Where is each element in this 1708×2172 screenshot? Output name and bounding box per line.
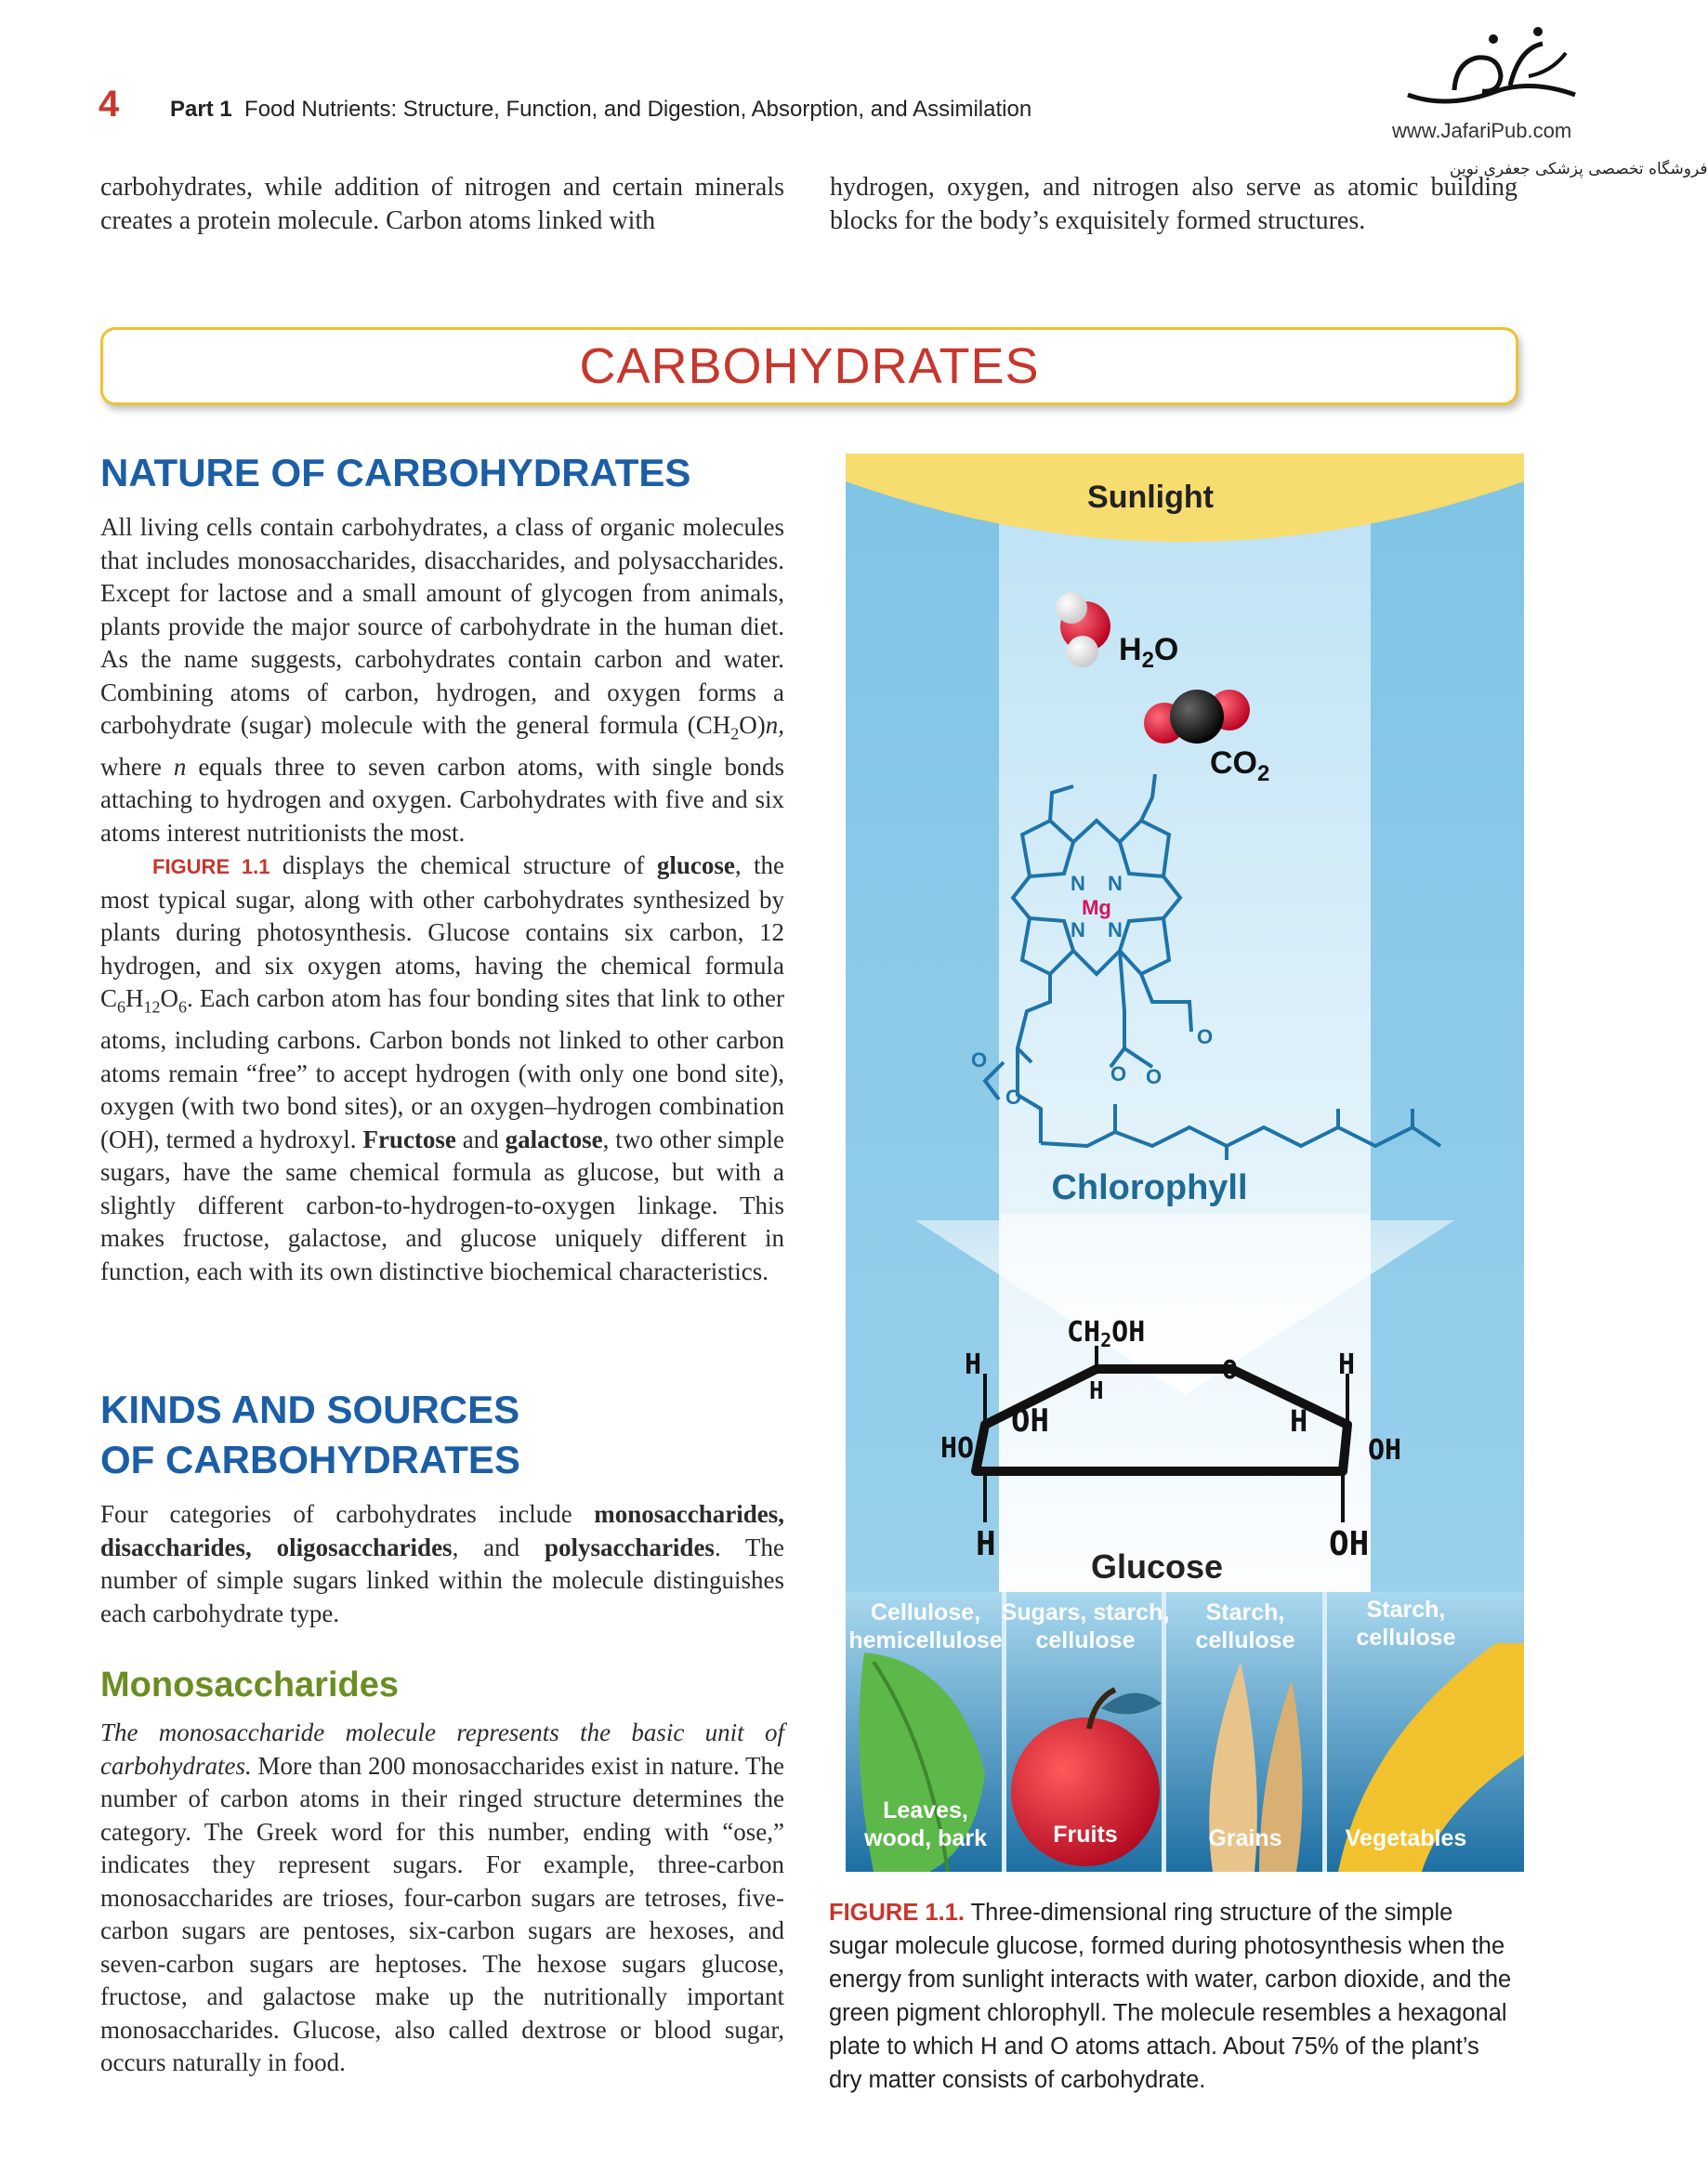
source-1-top-line2: hemicellulose (848, 1627, 1003, 1653)
figure-illustration (846, 454, 1524, 1872)
chlorophyll-label: Chlorophyll (1051, 1168, 1248, 1207)
glucose-oh-bottom: OH (1329, 1525, 1370, 1563)
heading-nature: NATURE OF CARBOHYDRATES (100, 451, 691, 494)
heading-kinds: KINDS AND SOURCES OF CARBOHYDRATES (100, 1388, 520, 1481)
glucose-ring-oxygen: O (1222, 1354, 1238, 1385)
glucose-h-top-right: H (1338, 1349, 1356, 1381)
source-1-bottom-line1: Leaves, (883, 1797, 968, 1823)
caption-text: Three-dimensional ring structure of the simple sugar molecule glucose, formed during photosynthesis when the energy from sunlight interacts with water, carbon dioxide, and the green pigment chlorophyll. The molecule resembles a hexagonal plate to which H and O atoms attach. About 75% of the plant’s dry matter consists of carbohydrate. (829, 1900, 1512, 2093)
mono-paragraph: The monosaccharide molecule represents the basic unit of carbohydrates. More than 200 monosaccharides exist in nature. The number of carbon atoms in their ringed structure determines the category. The Greek word for this number, ending with “ose,” indicates they represent sugars. For example, three-carbon monosaccharides are trioses, four-carbon sugars are tetroses, five-carbon sugars are pentoses, six-carbon sugars are hexoses, and seven-carbon sugars are heptoses. The hexose sugars glucose, fructose, and galactose make up the nutritionally important monosaccharides. Glucose, also called dextrose or blood sugar, occurs naturally in food. (100, 1718, 784, 2076)
nature-paragraph-1: All living cells contain carbohydrates, a class of organic molecules that includes monosaccharides, disaccharides, and polysaccharides. Except for lactose and a small amount of glycogen from animals, plants provide the major source of carbohydrate in the human diet. As the name suggests, carbohydrates contain carbon and water. Combining atoms of carbon, hydrogen, and oxygen forms a carbohydrate (sugar) molecule with the general formula $(CH_2O)n$, where n equals three to seven carbon atoms, with single bonds attaching to hydrogen and oxygen. Carbohydrates with five and six atoms interest nutritionists the most. (100, 513, 784, 847)
chlorophyll-mg: Mg (1082, 896, 1111, 919)
chlorophyll-o4: O (971, 1048, 988, 1072)
source-1-top-line1: Cellulose, (870, 1599, 981, 1626)
figure-reference: FIGURE 1.1 (152, 855, 270, 879)
top-text-right: hydrogen, oxygen, and nitrogen also serve as atomic building blocks for the body’s exquisitely formed structures. (830, 173, 1517, 235)
glucose-ho-left: HO (940, 1432, 975, 1465)
chlorophyll-o5: O (1005, 1086, 1022, 1109)
figure-caption (829, 1896, 1518, 2097)
chlorophyll-n3: N (1071, 918, 1085, 941)
glucose-oh-right: OH (1368, 1434, 1402, 1467)
figure-photosynthesis (846, 454, 1524, 1872)
top-text-left: carbohydrates, while addition of nitrogen and certain minerals creates a protein molecule. Carbon atoms linked with (100, 173, 784, 235)
chlorophyll-n2: N (1108, 872, 1123, 895)
glucose-h-top-mid: H (1089, 1377, 1104, 1405)
chlorophyll-o3: O (1146, 1065, 1163, 1088)
publisher-logo (1389, 20, 1594, 127)
sunlight-label: Sunlight (1087, 480, 1214, 515)
chlorophyll-o1: O (1197, 1025, 1214, 1048)
heading-monosaccharides: Monosaccharides (100, 1665, 399, 1705)
part-label: Part 1 (170, 97, 232, 122)
glucose-oh-inner: OH (1011, 1402, 1049, 1440)
source-2-top-line2: cellulose (1035, 1627, 1136, 1653)
nature-paragraph-2: FIGURE 1.1 displays the chemical structure of glucose, the most typical sugar, along with other carbohydrates synthesized by plants during photosynthesis. Glucose contains six carbon, 12 hydrogen, and six oxygen atoms, having the chemical formula $C_6H_{12}O_6$. Each carbon atom has four bonding sites that link to other atoms, including carbons. Carbon bonds not linked to other carbon atoms remain “free” to accept hydrogen (with only one bond site), oxygen (with two bond sites), or an oxygen–hydrogen combination (OH), termed a hydroxyl. Fructose and galactose, two other simple sugars, have the same chemical formula as glucose, but with a slightly different carbon-to-hydrogen-to-oxygen linkage. This makes fructose, galactose, and glucose uniquely different in function, each with its own distinctive biochemical characteristics. (100, 851, 785, 1285)
chlorophyll-n1: N (1071, 872, 1085, 895)
glucose-label: Glucose (1090, 1547, 1224, 1586)
mono-body (100, 1717, 784, 2080)
source-2-bottom: Fruits (1053, 1822, 1118, 1848)
source-3-bottom: Grains (1208, 1825, 1282, 1851)
part-title: Food Nutrients: Structure, Function, and Digestion, Absorption, and Assimilation (244, 97, 1032, 122)
co2-label: $CO_2$ (1210, 745, 1270, 786)
page-number: 4 (99, 84, 120, 125)
chlorophyll-n4: N (1108, 918, 1123, 941)
water-label: $H_2O$ (1119, 632, 1179, 673)
kinds-paragraph: Four categories of carbohydrates include monosaccharides, disaccharides, oligosaccharides, and polysaccharides. The number of simple sugars linked within the molecule distinguishes each carbohydrate type. (100, 1500, 785, 1627)
chlorophyll-o2: O (1110, 1062, 1127, 1086)
glucose-h-inner-right: H (1290, 1403, 1308, 1439)
publisher-persian-text: فروشگاه تخصصی پزشکی جعفری نوین (1450, 160, 1708, 178)
source-3-top-line1: Starch, (1205, 1599, 1285, 1626)
glucose-h-top-left: H (965, 1349, 982, 1381)
publisher-url: www.JafariPub.com (1392, 119, 1572, 142)
source-2-top-line1: Sugars, starch, (1001, 1599, 1170, 1626)
source-4-bottom: Vegetables (1345, 1825, 1467, 1851)
kinds-body (100, 1498, 784, 1630)
source-3-top-line2: cellulose (1195, 1627, 1295, 1653)
section-banner: CARBOHYDRATES (100, 327, 1518, 405)
caption-label: FIGURE 1.1. (829, 1900, 965, 1926)
ch2oh-label: $CH_2OH$ (1067, 1316, 1146, 1351)
source-4-top-line2: cellulose (1356, 1625, 1456, 1651)
nature-body (100, 511, 784, 1288)
light-beam (999, 519, 1371, 1652)
glucose-h-bottom: H (976, 1525, 996, 1563)
running-head (170, 97, 1031, 123)
source-1-bottom-line2: wood, bark (864, 1825, 987, 1851)
source-4-top-line1: Starch, (1366, 1597, 1446, 1623)
